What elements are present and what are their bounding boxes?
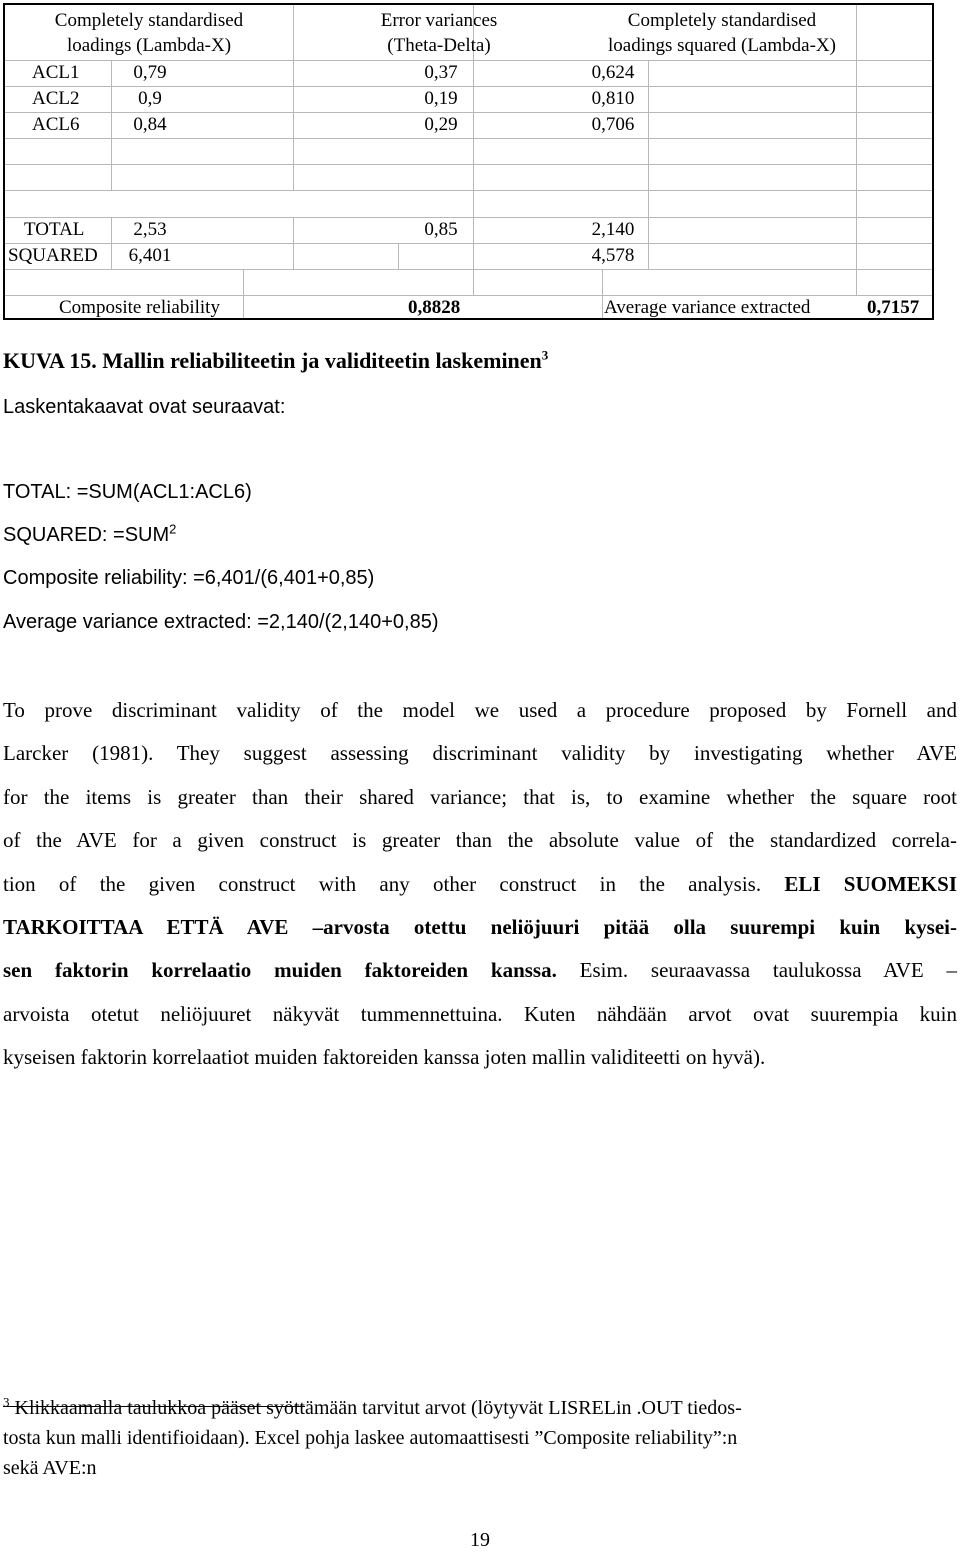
grid-line bbox=[5, 164, 932, 165]
paragraph-line: TARKOITTAA ETTÄ AVE –arvosta otettu neliöjuuri pitää olla suurempi kuin kysei- bbox=[3, 915, 957, 940]
row-error: 0,19 bbox=[424, 88, 458, 109]
paragraph-line: of the AVE for a given construct is greater than the absolute value of the standardized correla- bbox=[3, 828, 957, 853]
row-squared: 0,810 bbox=[591, 88, 635, 109]
header-squared-line2: loadings squared (Lambda-X) bbox=[608, 35, 836, 56]
caption-title: KUVA 15. Mallin reliabiliteetin ja validiteetin laskeminen bbox=[3, 348, 542, 373]
footnote-number: 3 bbox=[3, 1394, 10, 1410]
paragraph-bold-text: sen faktorin korrelaatio muiden faktoreiden kanssa. bbox=[3, 958, 557, 983]
row-loading: 0,79 bbox=[133, 62, 167, 83]
footnote-text: Klikkaamalla taulukkoa pääset syöttämään tarvitut arvot (löytyvät LISRELin .OUT tiedos- bbox=[14, 1397, 742, 1419]
row-loading: 0,84 bbox=[133, 114, 167, 135]
paragraph-line: Larcker (1981). They suggest assessing discriminant validity by investigating whether AVE bbox=[3, 741, 957, 766]
grid-line bbox=[5, 190, 932, 191]
grid-line bbox=[398, 243, 399, 269]
formula-total: TOTAL: =SUM(ACL1:ACL6) bbox=[3, 481, 252, 503]
row-label: ACL2 bbox=[32, 88, 80, 109]
row-squared: 0,706 bbox=[591, 114, 635, 135]
paragraph-line: for the items is greater than their shared variance; that is, to examine whether the square root bbox=[3, 784, 957, 809]
grid-line bbox=[856, 5, 857, 295]
paragraph-line bbox=[3, 863, 957, 906]
formula-composite: Composite reliability: =6,401/(6,401+0,85) bbox=[3, 567, 375, 589]
footnote-line: sekä AVE:n bbox=[3, 1457, 97, 1479]
footnote-line bbox=[3, 1393, 943, 1423]
formulas-intro: Laskentakaavat ovat seuraavat: bbox=[3, 396, 286, 418]
paragraph-bold-text: ELI SUOMEKSI bbox=[784, 871, 957, 896]
figure-caption bbox=[3, 346, 548, 376]
paragraph-text: Esim. seuraavassa taulukossa AVE – bbox=[556, 958, 957, 983]
formula-ave: Average variance extracted: =2,140/(2,140+0,85) bbox=[3, 611, 439, 633]
discriminant-validity-paragraph bbox=[3, 689, 957, 1080]
formula-squared-superscript: 2 bbox=[169, 521, 177, 537]
paragraph-line: arvoista otetut neliöjuuret näkyvät tummennettuina. Kuten nähdään arvot ovat suurempia kuin bbox=[3, 1001, 957, 1026]
row-loading: 0,9 bbox=[138, 88, 162, 109]
total-loading: 2,53 bbox=[133, 219, 167, 240]
footnote-line: tosta kun malli identifioidaan). Excel pohja laskee automaattisesti ”Composite reliability”:n bbox=[3, 1427, 738, 1449]
row-label: ACL6 bbox=[32, 114, 80, 135]
grid-line bbox=[243, 269, 244, 318]
composite-reliability-value: 0,8828 bbox=[408, 297, 461, 318]
ave-value: 0,7157 bbox=[867, 297, 920, 318]
total-label: TOTAL bbox=[24, 219, 85, 240]
total-squared: 2,140 bbox=[591, 219, 635, 240]
grid-line bbox=[111, 60, 112, 138]
paragraph-line: To prove discriminant validity of the model we used a procedure proposed by Fornell and bbox=[3, 698, 957, 722]
caption-footnote-ref: 3 bbox=[541, 347, 549, 363]
ave-label: Average variance extracted bbox=[604, 297, 811, 318]
grid-line bbox=[5, 138, 932, 139]
header-squared-line1: Completely standardised bbox=[627, 10, 817, 31]
paragraph-text: tion of the given construct with any other construct in the analysis. bbox=[3, 871, 785, 896]
header-loadings-line2: loadings (Lambda-X) bbox=[66, 35, 232, 56]
row-error: 0,29 bbox=[424, 114, 458, 135]
paragraph-line bbox=[3, 949, 957, 992]
formula-squared-text: SQUARED: =SUM bbox=[3, 524, 170, 546]
grid-line bbox=[602, 269, 603, 318]
header-error-line1: Error variances bbox=[380, 10, 498, 31]
formula-squared bbox=[3, 520, 176, 550]
composite-reliability-label: Composite reliability bbox=[59, 297, 220, 318]
reliability-table bbox=[3, 3, 934, 320]
paragraph-line: kyseisen faktorin korrelaatiot muiden faktoreiden kanssa joten mallin validiteetti on hyvä). bbox=[3, 1045, 766, 1070]
header-loadings-line1: Completely standardised bbox=[54, 10, 244, 31]
row-error: 0,37 bbox=[424, 62, 458, 83]
header-error-line2: (Theta-Delta) bbox=[387, 35, 491, 56]
squared-squared: 4,578 bbox=[591, 245, 635, 266]
grid-line bbox=[293, 5, 294, 190]
squared-label: SQUARED bbox=[8, 245, 98, 266]
row-label: ACL1 bbox=[32, 62, 80, 83]
squared-loading: 6,401 bbox=[128, 245, 172, 266]
total-error: 0,85 bbox=[424, 219, 458, 240]
grid-line bbox=[5, 269, 932, 270]
row-squared: 0,624 bbox=[591, 62, 635, 83]
page-number: 19 bbox=[470, 1529, 490, 1551]
